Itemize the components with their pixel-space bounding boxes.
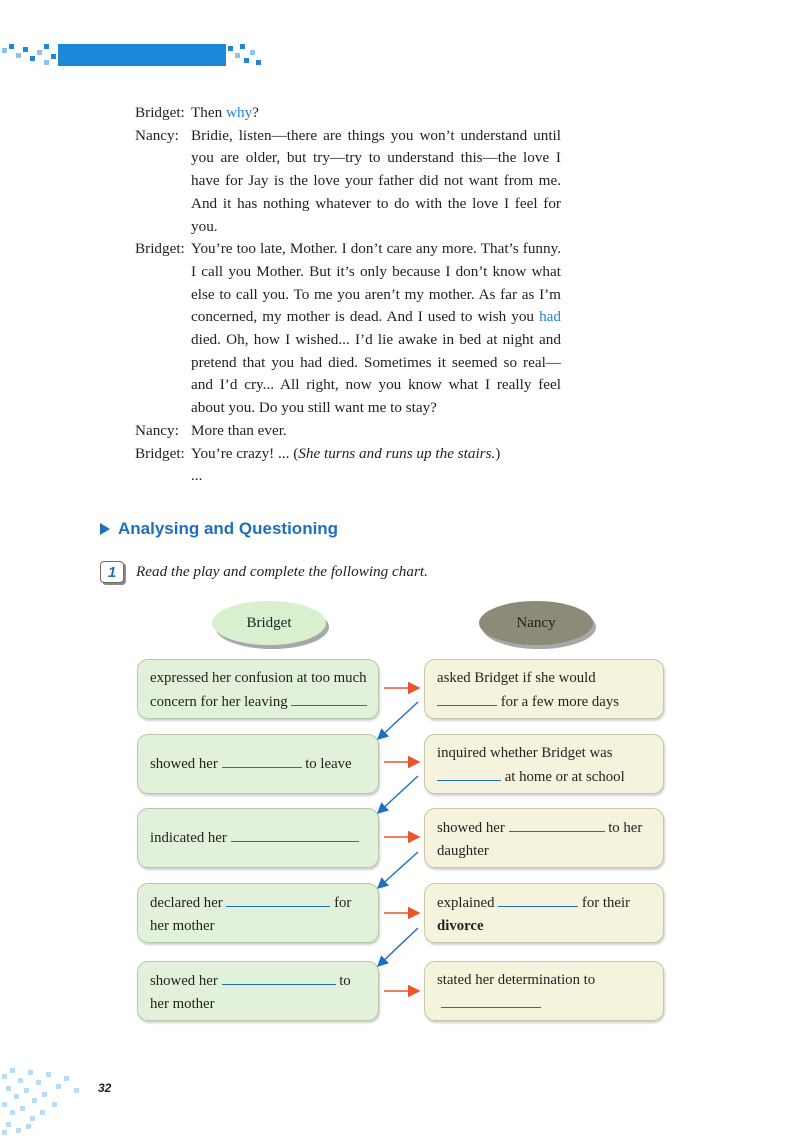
box-text: explained: [437, 895, 499, 911]
box-text: stated her determination to: [437, 972, 596, 988]
box-text: showed her: [437, 820, 509, 836]
box-text: to her daughter: [437, 820, 643, 859]
speech-text: ): [495, 444, 501, 462]
arrow-diagonal-icon: [378, 928, 418, 966]
arrow-diagonal-icon: [378, 852, 418, 888]
speech-text: Then: [191, 104, 227, 121]
box-text: inquired whether Bridget was: [437, 745, 613, 761]
speech: More than ever.: [191, 421, 287, 439]
box-text: to leave: [301, 756, 352, 772]
task-number-badge: 1: [100, 561, 124, 583]
footer-decoration: [0, 1066, 96, 1138]
arrow-diagonal-icon: [378, 702, 418, 739]
box-text: showed her: [150, 756, 222, 772]
task-text: Read the play and complete the following chart.: [136, 563, 428, 580]
speaker: Bridget:: [135, 104, 185, 121]
box-text: for a few more days: [497, 694, 620, 710]
speaker: Bridget:: [135, 444, 185, 462]
box-text: for her mother: [150, 895, 352, 934]
speech-text: You’re crazy! ... (: [191, 444, 299, 462]
box-text: to her mother: [150, 973, 351, 1012]
page-number: 32: [98, 1081, 112, 1095]
ellipsis: ...: [191, 467, 203, 485]
orange-arrows: [384, 688, 419, 991]
box-text: showed her: [150, 973, 222, 989]
speaker: Nancy:: [135, 421, 179, 439]
speaker: Nancy:: [135, 126, 179, 144]
box-text: indicated her: [150, 830, 231, 846]
stage-direction: She turns and runs up the stairs.: [298, 444, 496, 462]
bridget-header: Bridget: [212, 601, 326, 645]
box-text: at home or at school: [501, 769, 625, 785]
speech-text: You’re too late, Mother. I don’t care any more. That’s funny. I call you Mother. But it’s only because I don’t know what else to call you. To me you aren’t my mother. As far as I’m concerned, my mother is dead. And I used to wish you: [191, 240, 561, 326]
box-text: expressed her confusion at too much concern for her leaving: [150, 670, 367, 710]
nancy-header: Nancy: [479, 601, 593, 645]
box-text: asked Bridget if she would: [437, 670, 596, 686]
bold-word: divorce: [437, 918, 484, 934]
blue-arrows: [378, 702, 418, 966]
speech-text: ?: [252, 104, 259, 121]
speaker: Bridget:: [135, 240, 185, 258]
box-text: for their: [578, 895, 630, 911]
box-text: declared her: [150, 895, 227, 911]
speech: Bridie, listen—there are things you won’t understand until you are older, but try—try to understand this—the love I have for Jay is the love your father did not want from me. And it has nothing whatever to do with the love I feel for you.: [191, 126, 561, 235]
highlighted-word[interactable]: had: [539, 308, 561, 326]
speech-text: died. Oh, how I wished... I’d lie awake in bed at night and pretend that you had died. Sometimes it seemed so real—and I’d cry... All right, now you know what I really feel about you. Do you still want me to stay?: [191, 331, 561, 417]
arrow-diagonal-icon: [378, 776, 418, 813]
highlighted-word[interactable]: why: [226, 104, 253, 121]
section-title: Analysing and Questioning: [118, 519, 339, 538]
